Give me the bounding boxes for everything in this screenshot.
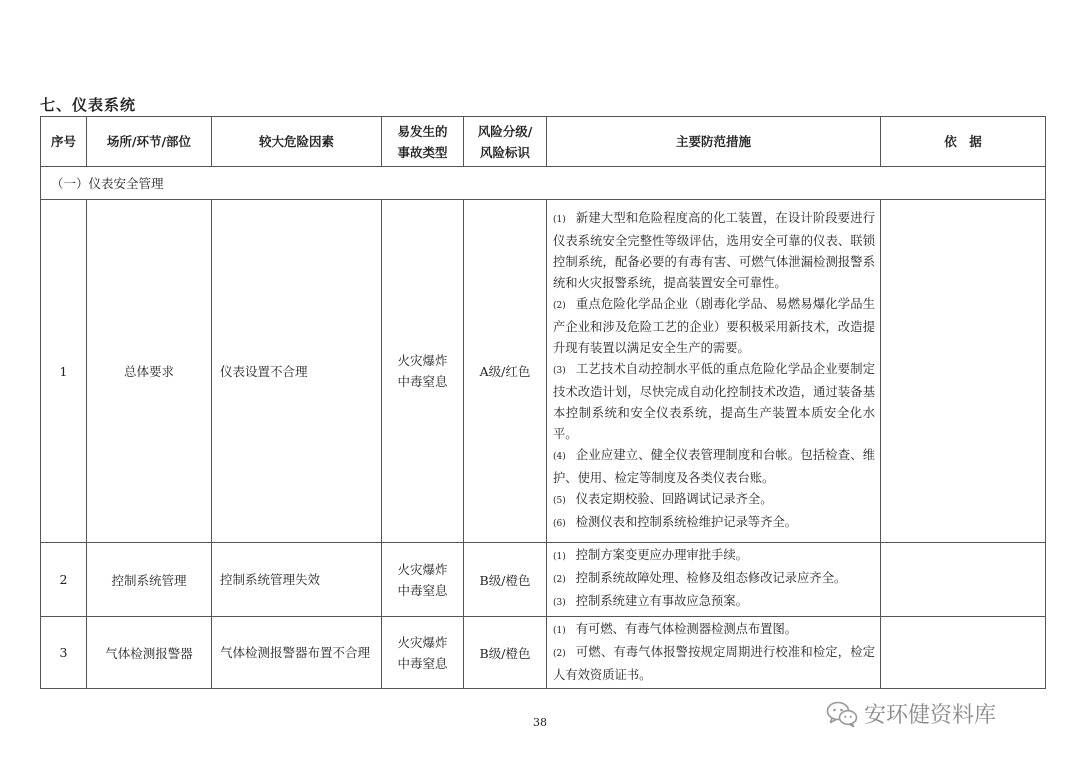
measure-item (553, 619, 875, 642)
measure-text: 工艺技术自动控制水平低的重点危险化学品企业要制定技术改造计划，尽快完成自动化控制技术改造，通过装备基本控制系统和安全仪表系统，提高生产装置本质安全化水平。 (553, 361, 875, 441)
header-risk (464, 117, 547, 167)
wechat-icon (826, 700, 858, 728)
measure-text: 控制方案变更应办理审批手续。 (575, 548, 748, 562)
measure-text: 控制系统建立有事故应急预案。 (575, 594, 748, 608)
measure-item (553, 489, 875, 512)
row-measures (547, 543, 881, 617)
measure-text: 重点危险化学品企业（剧毒化学品、易燃易爆化学品生产企业和涉及危险工艺的企业）要积极采用新技术，改造提升现有装置以满足安全生产的需要。 (553, 296, 875, 355)
header-place: 场所/环节/部位 (87, 117, 212, 167)
table-row (41, 617, 1046, 689)
measure-text: 企业应建立、健全仪表管理制度和台帐。包括检查、维护、使用、检定等制度及各类仪表台账。 (553, 447, 875, 485)
row-risk: A级/红色 (464, 200, 547, 543)
header-accident (382, 117, 464, 167)
watermark (826, 698, 996, 729)
measure-item (553, 294, 875, 359)
header-basis: 依 据 (881, 117, 1046, 167)
row-basis (881, 200, 1046, 543)
measure-item (553, 642, 875, 686)
header-risk-line2: 风险标识 (479, 144, 530, 160)
measure-number: (2) (553, 300, 566, 311)
measure-item (553, 545, 875, 568)
header-row (41, 117, 1046, 167)
measure-number: (2) (553, 649, 566, 659)
watermark-text: 安环健资料库 (864, 703, 997, 728)
measure-text: 新建大型和危险程度高的化工装置，在设计阶段要进行仪表系统安全完整性等级评估，选用安全可靠的仪表、联锁控制系统，配备必要的有毒有害、可燃气体泄漏检测报警系统和火灾报警系统，提高装置安全可靠性。 (553, 210, 875, 290)
accident-line: 火灾爆炸 (397, 561, 448, 577)
row-risk: B级/橙色 (464, 543, 547, 617)
measure-text: 控制系统故障处理、检修及组态修改记录应齐全。 (575, 571, 847, 585)
measure-text: 仪表定期校验、回路调试记录齐全。 (575, 491, 773, 506)
measure-text: 检测仪表和控制系统检维护记录等齐全。 (575, 514, 798, 529)
accident-line: 中毒窒息 (397, 582, 448, 598)
row-risk: B级/橙色 (464, 617, 547, 689)
row-measures (547, 200, 881, 543)
row-measures (547, 617, 881, 689)
accident-line: 中毒窒息 (397, 655, 448, 671)
accident-line: 火灾爆炸 (397, 634, 448, 650)
measure-item (553, 512, 875, 535)
accident-line: 中毒窒息 (397, 374, 448, 389)
header-risk-line1: 风险分级/ (477, 123, 533, 139)
header-no: 序号 (41, 117, 87, 167)
measure-number: (1) (553, 626, 566, 636)
header-measures: 主要防范措施 (547, 117, 881, 167)
measure-number: (3) (553, 365, 566, 376)
header-hazard: 较大危险因素 (212, 117, 382, 167)
page-number: 38 (533, 716, 547, 729)
section-title: 七、仪表系统 (40, 96, 137, 114)
row-accident (382, 200, 464, 543)
measure-number: (1) (553, 214, 566, 225)
row-place: 总体要求 (87, 200, 212, 543)
row-place: 控制系统管理 (87, 543, 212, 617)
risk-table (40, 116, 1046, 689)
measure-item (553, 208, 875, 294)
measure-number: (5) (553, 495, 566, 506)
measure-number: (2) (553, 575, 566, 585)
measure-item (553, 359, 875, 445)
measure-number: (3) (553, 598, 566, 608)
row-no: 3 (41, 617, 87, 689)
measure-item (553, 445, 875, 489)
row-place: 气体检测报警器 (87, 617, 212, 689)
measure-number: (6) (553, 518, 566, 529)
row-no: 2 (41, 543, 87, 617)
measure-number: (4) (553, 451, 566, 462)
row-basis (881, 543, 1046, 617)
row-basis (881, 617, 1046, 689)
subsection-row (41, 167, 1046, 200)
row-hazard: 气体检测报警器布置不合理 (212, 617, 382, 689)
row-hazard: 控制系统管理失效 (212, 543, 382, 617)
row-hazard: 仪表设置不合理 (212, 200, 382, 543)
row-accident (382, 543, 464, 617)
measure-item (553, 568, 875, 591)
row-accident (382, 617, 464, 689)
subsection-title: （一）仪表安全管理 (41, 167, 1046, 200)
measure-item (553, 591, 875, 614)
accident-line: 火灾爆炸 (397, 353, 448, 368)
measure-number: (1) (553, 552, 566, 562)
header-accident-line2: 事故类型 (397, 144, 448, 160)
header-accident-line1: 易发生的 (397, 123, 448, 139)
row-no: 1 (41, 200, 87, 543)
measure-text: 有可燃、有毒气体检测器检测点布置图。 (575, 622, 798, 636)
table-row (41, 543, 1046, 617)
table-row (41, 200, 1046, 543)
measure-text: 可燃、有毒气体报警按规定周期进行校准和检定，检定人有效资质证书。 (553, 645, 875, 682)
